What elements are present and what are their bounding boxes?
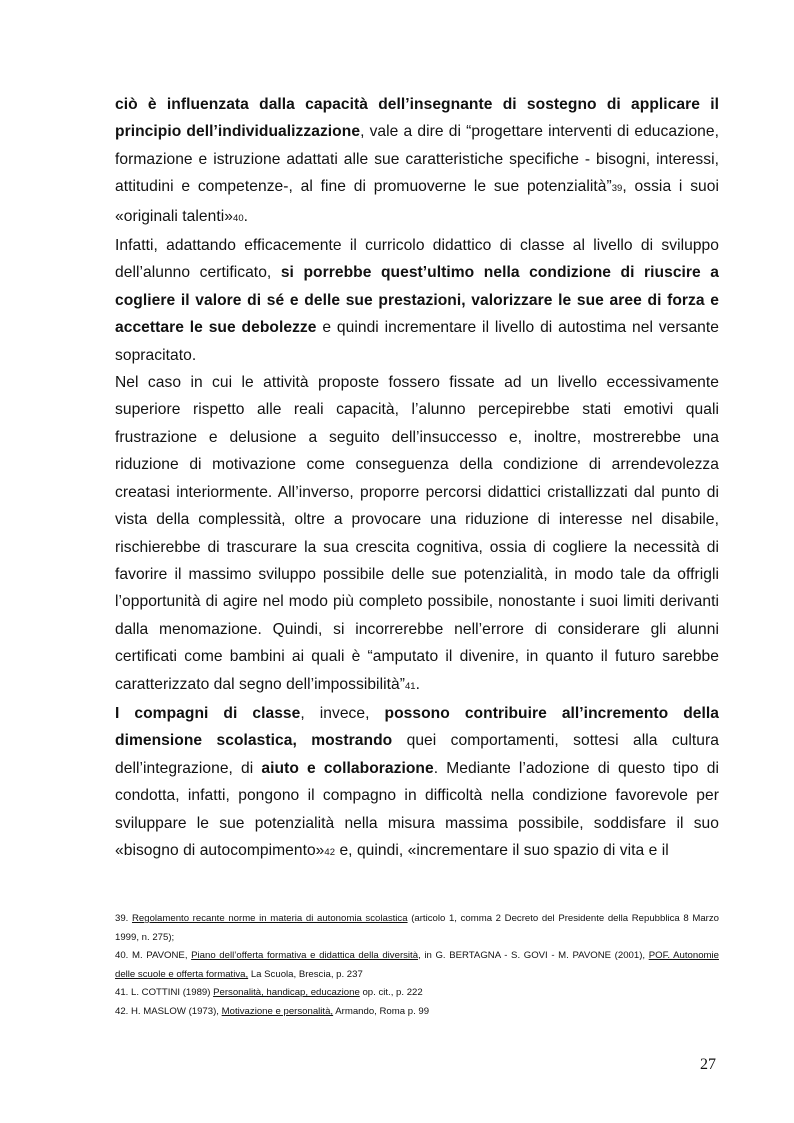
paragraph-1 <box>115 91 719 232</box>
bold-phrase: possono contribuire all’incremento della dimensione scolastica, mostrando <box>115 704 720 750</box>
bold-phrase: ciò è influenzata dalla capacità dell’insegnante di sostegno di applicare il principio dell’individualizzazione <box>115 96 719 141</box>
footnote-40 <box>115 947 719 984</box>
footnote-title: Piano dell’offerta formativa e didattica della diversità <box>191 950 419 962</box>
footnote-text: (articolo 1, comma 2 Decreto del Presidente della Repubblica 8 Marzo 1999, n. 275); <box>115 913 719 943</box>
text-run: quei comportamenti, sottesi alla cultura dell’integrazione, di <box>115 732 719 777</box>
text-run: e, quindi, «incrementare il suo spazio di vita e il <box>335 841 669 859</box>
footnote-42 <box>115 1003 719 1022</box>
text-run: , ossia i suoi «originali talenti» <box>115 178 719 225</box>
footnote-ref-40: 40 <box>232 212 244 224</box>
footnote-text: , in G. BERTAGNA - S. GOVI - M. PAVONE (2001), <box>418 950 649 962</box>
footnotes <box>115 910 719 1022</box>
footnote-ref-41: 41 <box>404 680 416 692</box>
footnote-text: op. cit., p. 222 <box>359 987 423 999</box>
text-run: e quindi incrementare il livello di autostima nel versante sopracitato. <box>115 319 720 364</box>
footnote-text: Armando, Roma p. 99 <box>333 1005 430 1017</box>
footnote-text: La Scuola, Brescia, p. 237 <box>248 968 363 980</box>
text-run: Nel caso in cui le attività proposte fossero fissate ad un livello eccessivamente superiore rispetto alle reali capacità, l’alunno percepirebbe stati emotivi quali frustrazione e delusione a seguito dell’insuccesso e, inoltre, mostrerebbe una riduzione di motivazione come conseguenza della condizione di arrendevolezza creatasi interiormente. All’inverso, proporre percorsi didattici cristallizzati dal punto di vista della complessità, oltre a provocare una riduzione di interesse nel disabile, rischierebbe di trascurare la sua crescita cognitiva, ossia di cogliere la necessità di favorire il massimo sviluppo possibile delle sue potenzialità, in modo tale da offrigli l’opportunità di agire nel modo più completo possibile, nonostante i suoi limiti derivanti dalla menomazione. Quindi, si incorrerebbe nell’errore di considerare gli alunni certificati come bambini ai quali è “amputato il divenire, in quanto il futuro sarebbe caratterizzato dal segno dell’impossibilità” <box>115 374 719 693</box>
bold-phrase: si porrebbe quest’ultimo nella condizione di riuscire a cogliere il valore di sé e delle sue prestazioni, valorizzare le sue aree di forza e accettare le sue debolezze <box>115 264 720 337</box>
text-run: . <box>415 675 421 693</box>
footnote-ref-39: 39 <box>611 183 623 195</box>
footnote-title: POF. Autonomie delle scuole e offerta formativa, <box>115 950 719 980</box>
footnote-text: 42. H. MASLOW (1973), <box>115 1005 222 1017</box>
paragraph-4 <box>115 700 719 866</box>
footnote-title: Motivazione e personalità, <box>221 1005 334 1017</box>
footnote-number: 39. <box>115 913 132 924</box>
text-run: , vale a dire di “progettare interventi di educazione, formazione e istruzione adattati alle sue caratteristiche specifiche - bisogni, interessi, attitudini e competenze-, al fine di promuoverne le sue potenzialità” <box>115 123 720 196</box>
footnote-text: 40. M. PAVONE, <box>115 950 192 962</box>
text-run: . <box>243 207 249 225</box>
bold-phrase: I compagni di classe <box>115 704 301 722</box>
paragraph-2 <box>115 232 719 369</box>
page-number: 27 <box>700 1056 716 1073</box>
footnote-title: Regolamento recante norme in materia di autonomia scolastica <box>131 913 408 924</box>
footnote-39 <box>115 910 719 947</box>
text-run: Infatti, adattando efficacemente il curricolo didattico di classe al livello di sviluppo dell’alunno certificato, <box>115 237 719 282</box>
body-text <box>115 91 719 866</box>
text-run: . Mediante l’adozione di questo tipo di condotta, infatti, pongono il compagno in difficoltà nella condizione favorevole per sviluppare le sue potenzialità nella misura massima possibile, soddisfare il suo «bisogno di autocompimento» <box>115 759 719 859</box>
footnote-title: Personalità, handicap, educazione <box>213 987 360 999</box>
text-run: , invece, <box>300 704 385 722</box>
footnote-41 <box>115 984 719 1003</box>
paragraph-3 <box>115 369 719 700</box>
footnote-ref-42: 42 <box>324 846 336 858</box>
footnote-text: 41. L. COTTINI (1989) <box>115 987 214 999</box>
bold-phrase: aiuto e collaborazione <box>261 759 434 777</box>
